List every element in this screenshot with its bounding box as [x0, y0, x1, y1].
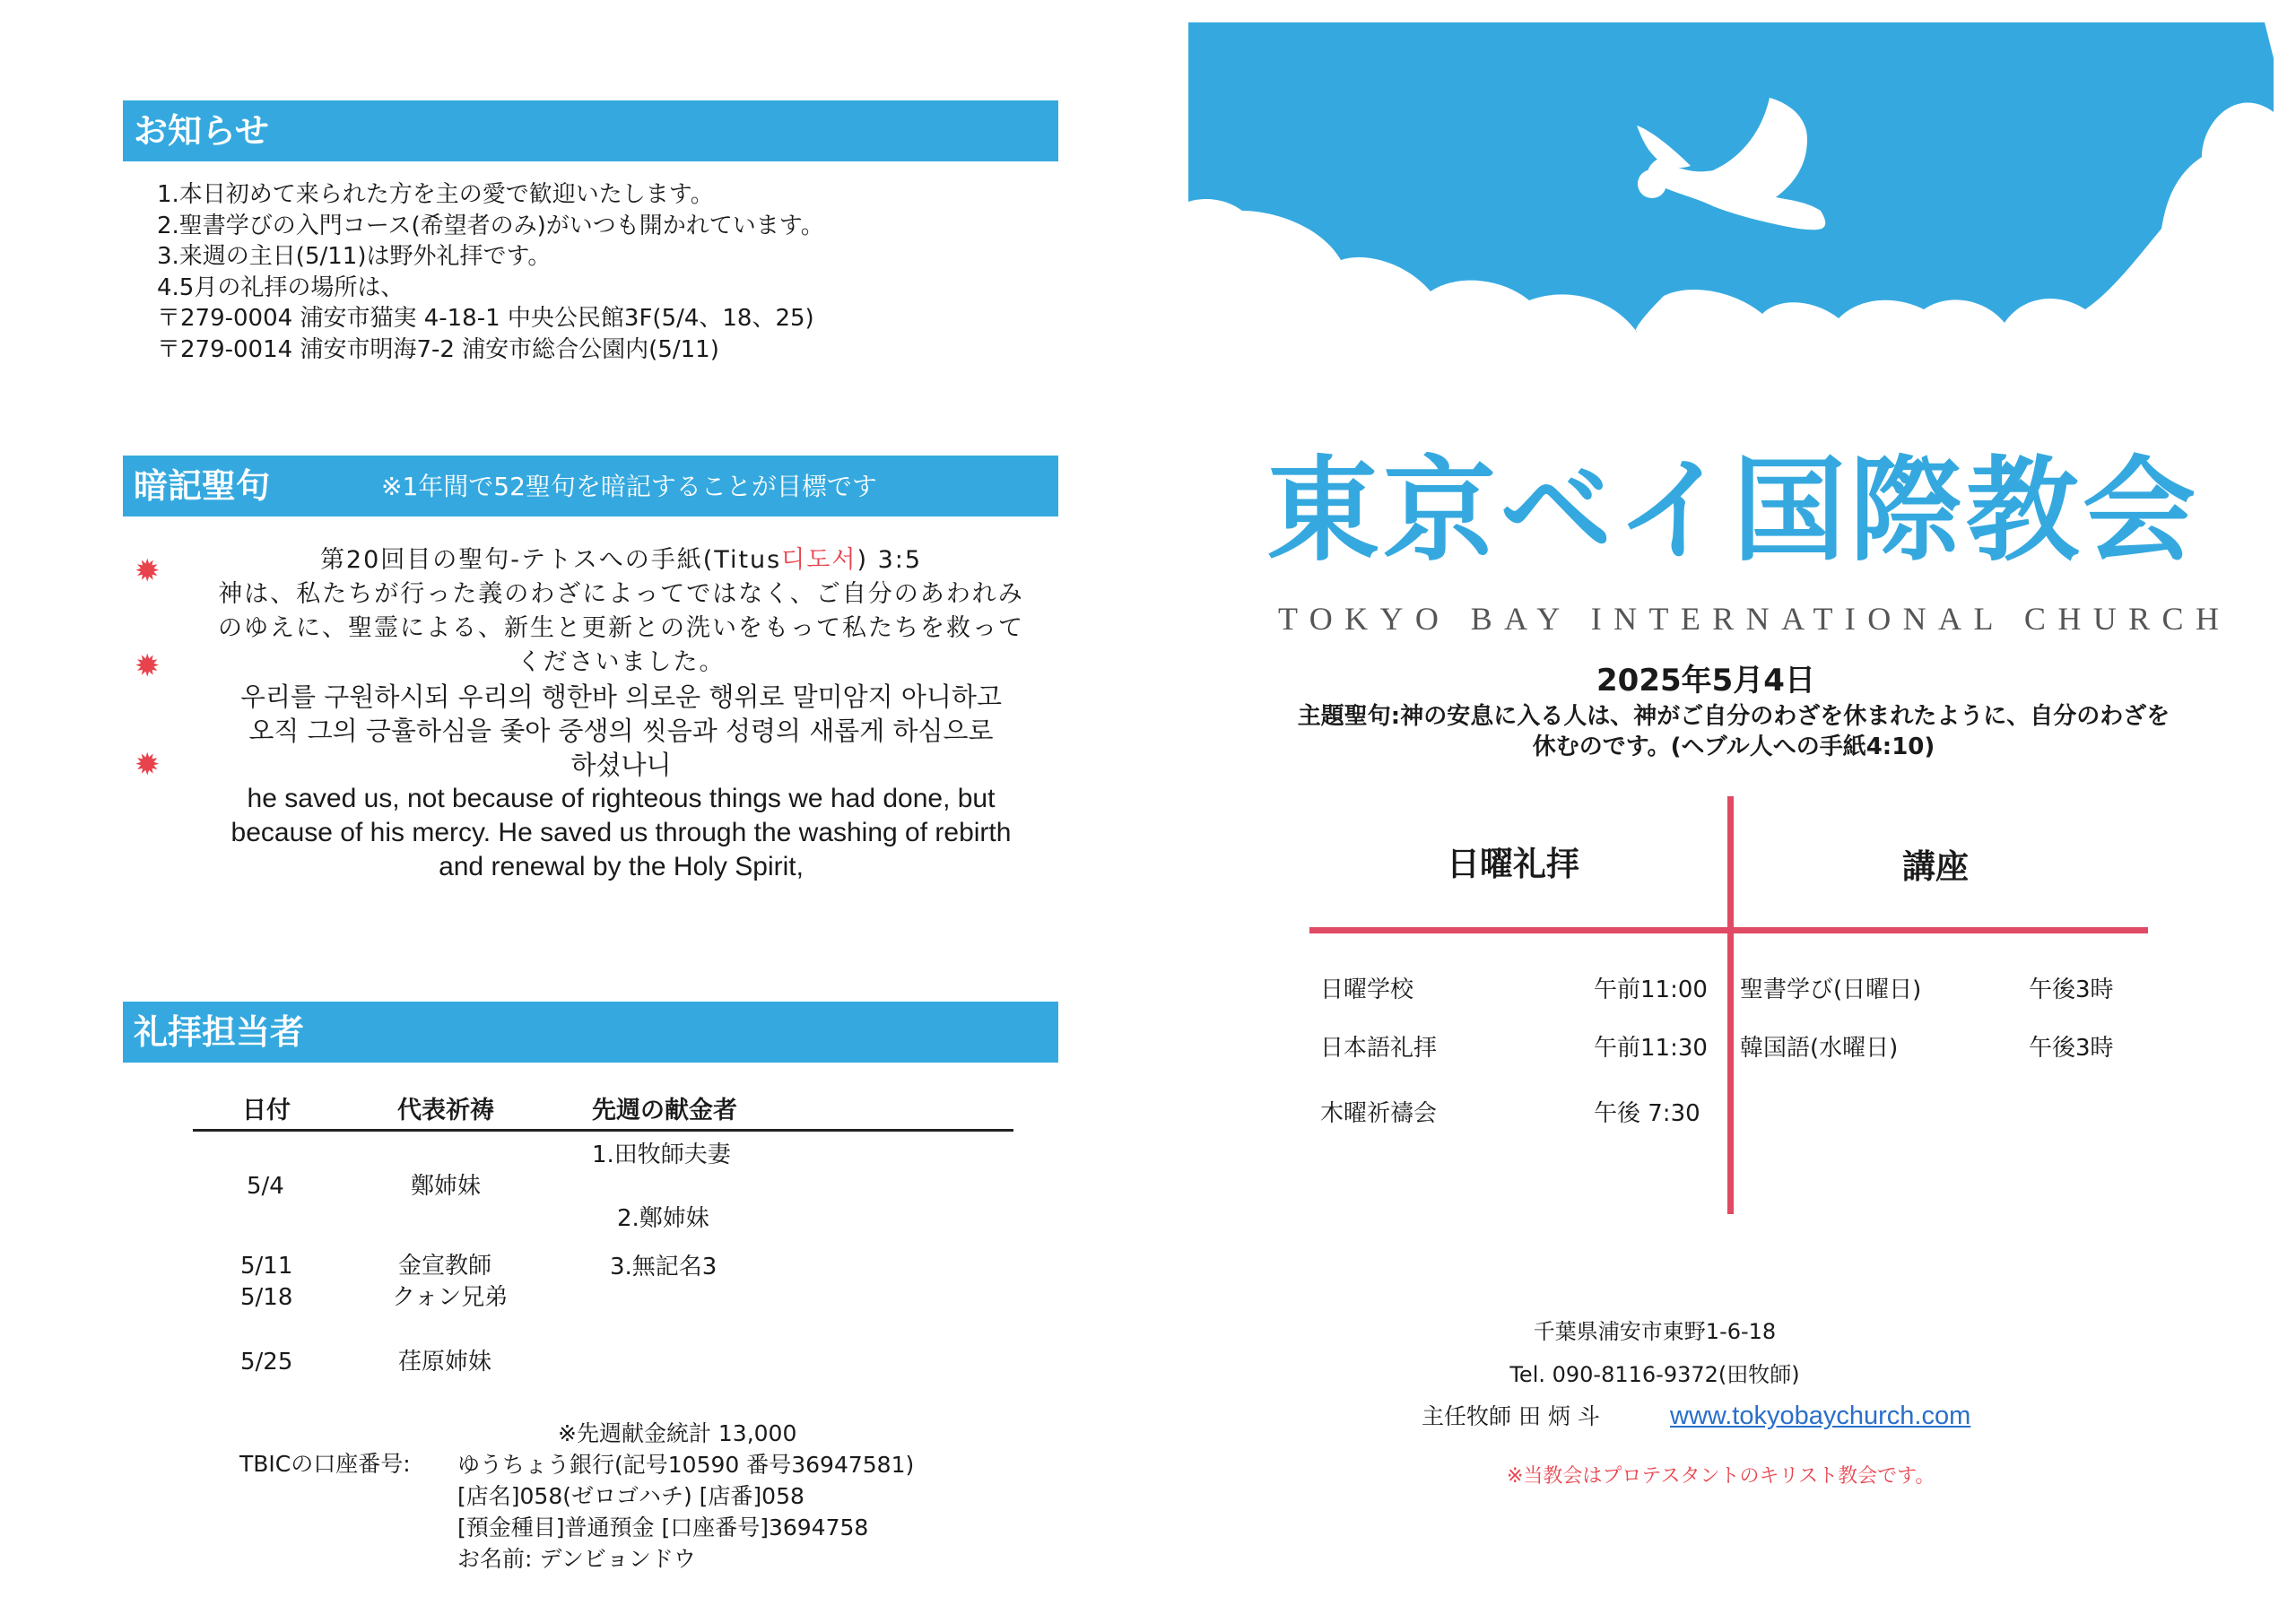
row-prayer: 荏原姉妹 [398, 1349, 492, 1376]
sun-icon: ✹ [135, 553, 161, 589]
verse-korean-line: 하셨나니 [570, 750, 672, 780]
worship-staff-title: 礼拝担当者 [134, 1012, 305, 1052]
sun-icon: ✹ [135, 648, 161, 684]
schedule-vertical-divider [1727, 796, 1734, 1214]
offering-total: ※先週献金統計 13,000 [558, 1420, 797, 1446]
verse-english-line: because of his mercy. He saved us through the washing of rebirth [230, 818, 1012, 847]
church-name-en: TOKYO BAY INTERNATIONAL CHURCH [1278, 601, 2231, 637]
verse-korean-line: 우리를 구원하시되 우리의 행한바 의로운 행위로 말미암지 아니하고 [240, 681, 1002, 712]
notice-item: 2.聖書学びの入門コース(希望者のみ)がいつも開かれています。 [157, 212, 824, 239]
table-header-rule [193, 1129, 1013, 1132]
verse-japanese-line: くださいました。 [517, 648, 726, 676]
memory-verse-title: 暗記聖句 [134, 466, 271, 506]
course-item-time: 午後3時 [2029, 1035, 2114, 1062]
church-name-jp: 東京ベイ国際教会 [1266, 445, 2199, 577]
account-line: [預金種目]普通預金 [口座番号]3694758 [457, 1515, 869, 1541]
account-line: ゆうちょう銀行(記号10590 番号36947581) [457, 1452, 915, 1478]
sky-banner [1188, 22, 2274, 404]
schedule-item-time: 午後 7:30 [1594, 1100, 1700, 1127]
course-item-time: 午後3時 [2029, 976, 2114, 1003]
verse-english-line: and renewal by the Holy Spirit, [439, 852, 804, 881]
course-item-name: 韓国語(水曜日) [1740, 1035, 1899, 1062]
offering-item: 3.無記名3 [610, 1254, 718, 1280]
account-details [457, 1449, 914, 1575]
verse-japanese-line: のゆえに、聖霊による、新生と更新との洗いをもって私たちを救って [218, 614, 1024, 642]
courses-header: 講座 [1902, 847, 1969, 886]
account-label: TBICの口座番号: [239, 1451, 411, 1477]
course-item-name: 聖書学び(日曜日) [1740, 976, 1922, 1003]
theme-verse [1254, 701, 2213, 762]
verse-reference: 第20回目の聖句-テトスへの手紙(Titus디도서) 3:5 [319, 546, 923, 574]
notice-item: 〒279-0004 浦安市猫実 4-18-1 中央公民館3F(5/4、18、25) [157, 305, 814, 332]
schedule-item-name: 木曜祈禱会 [1320, 1100, 1438, 1127]
sunday-worship-header: 日曜礼拝 [1447, 845, 1579, 883]
schedule-item-time: 午前11:30 [1594, 1035, 1708, 1062]
memory-verse-note: ※1年間で52聖句を暗記することが目標です [381, 472, 877, 501]
protestant-disclaimer: ※当教会はプロテスタントのキリスト教会です。 [1507, 1465, 1935, 1488]
col-header-offering: 先週の献金者 [592, 1097, 737, 1124]
memory-verse-header-bar [123, 456, 1058, 516]
church-address: 千葉県浦安市東野1-6-18 [1533, 1319, 1777, 1344]
account-line: [店名]058(ゼロゴハチ) [店番]058 [457, 1483, 804, 1509]
schedule-horizontal-divider [1309, 927, 2148, 933]
row-date: 5/11 [240, 1253, 293, 1280]
row-prayer: 金宣教師 [398, 1253, 492, 1280]
row-date: 5/25 [240, 1349, 293, 1376]
verse-korean-line: 오직 그의 긍휼하심을 좇아 중생의 씻음과 성령의 새롭게 하심으로 [248, 716, 994, 746]
verse-reference-korean: 디도서 [781, 546, 857, 574]
offering-item: 2.鄭姉妹 [617, 1205, 709, 1232]
row-date: 5/18 [240, 1284, 293, 1311]
head-pastor: 主任牧師 田 炳 斗 [1422, 1403, 1600, 1429]
col-header-prayer: 代表祈祷 [397, 1097, 494, 1124]
theme-verse-line: 休むのです。(ヘブル人への手紙4:10) [1532, 733, 1935, 760]
schedule-item-name: 日曜学校 [1320, 976, 1414, 1003]
account-line: お名前: デンビョンドウ [457, 1546, 696, 1572]
memory-verse-text [170, 543, 1072, 884]
verse-japanese-line: 神は、私たちが行った義のわざによってではなく、ご自分のあわれみ [218, 580, 1024, 608]
notices-header-bar [123, 100, 1058, 161]
notice-item: 4.5月の礼拝の場所は、 [157, 273, 404, 301]
notices-list [157, 179, 824, 365]
bulletin-date: 2025年5月4日 [1596, 663, 1815, 699]
col-header-date: 日付 [242, 1097, 291, 1124]
theme-verse-line: 主題聖句:神の安息に入る人は、神がご自分のわざを休まれたように、自分のわざを [1297, 703, 2170, 730]
schedule-item-time: 午前11:00 [1594, 976, 1708, 1003]
verse-english-line: he saved us, not because of righteous things we had done, but [247, 784, 996, 813]
notices-title: お知らせ [134, 111, 269, 151]
notice-item: 1.本日初めて来られた方を主の愛で歓迎いたします。 [157, 181, 714, 208]
sun-icon: ✹ [135, 747, 161, 783]
website-link[interactable]: www.tokyobaychurch.com [1670, 1402, 1971, 1430]
row-prayer: クォン兄弟 [392, 1284, 509, 1311]
row-date: 5/4 [247, 1173, 284, 1200]
church-tel: Tel. 090-8116-9372(田牧師) [1509, 1362, 1800, 1387]
offering-item: 1.田牧師夫妻 [592, 1141, 731, 1168]
worship-staff-header-bar [123, 1002, 1058, 1063]
notice-item: 〒279-0014 浦安市明海7-2 浦安市総合公園内(5/11) [157, 335, 719, 363]
row-prayer: 鄭姉妹 [411, 1173, 482, 1200]
schedule-item-name: 日本語礼拝 [1320, 1035, 1438, 1062]
notice-item: 3.来週の主日(5/11)は野外礼拝です。 [157, 243, 552, 270]
